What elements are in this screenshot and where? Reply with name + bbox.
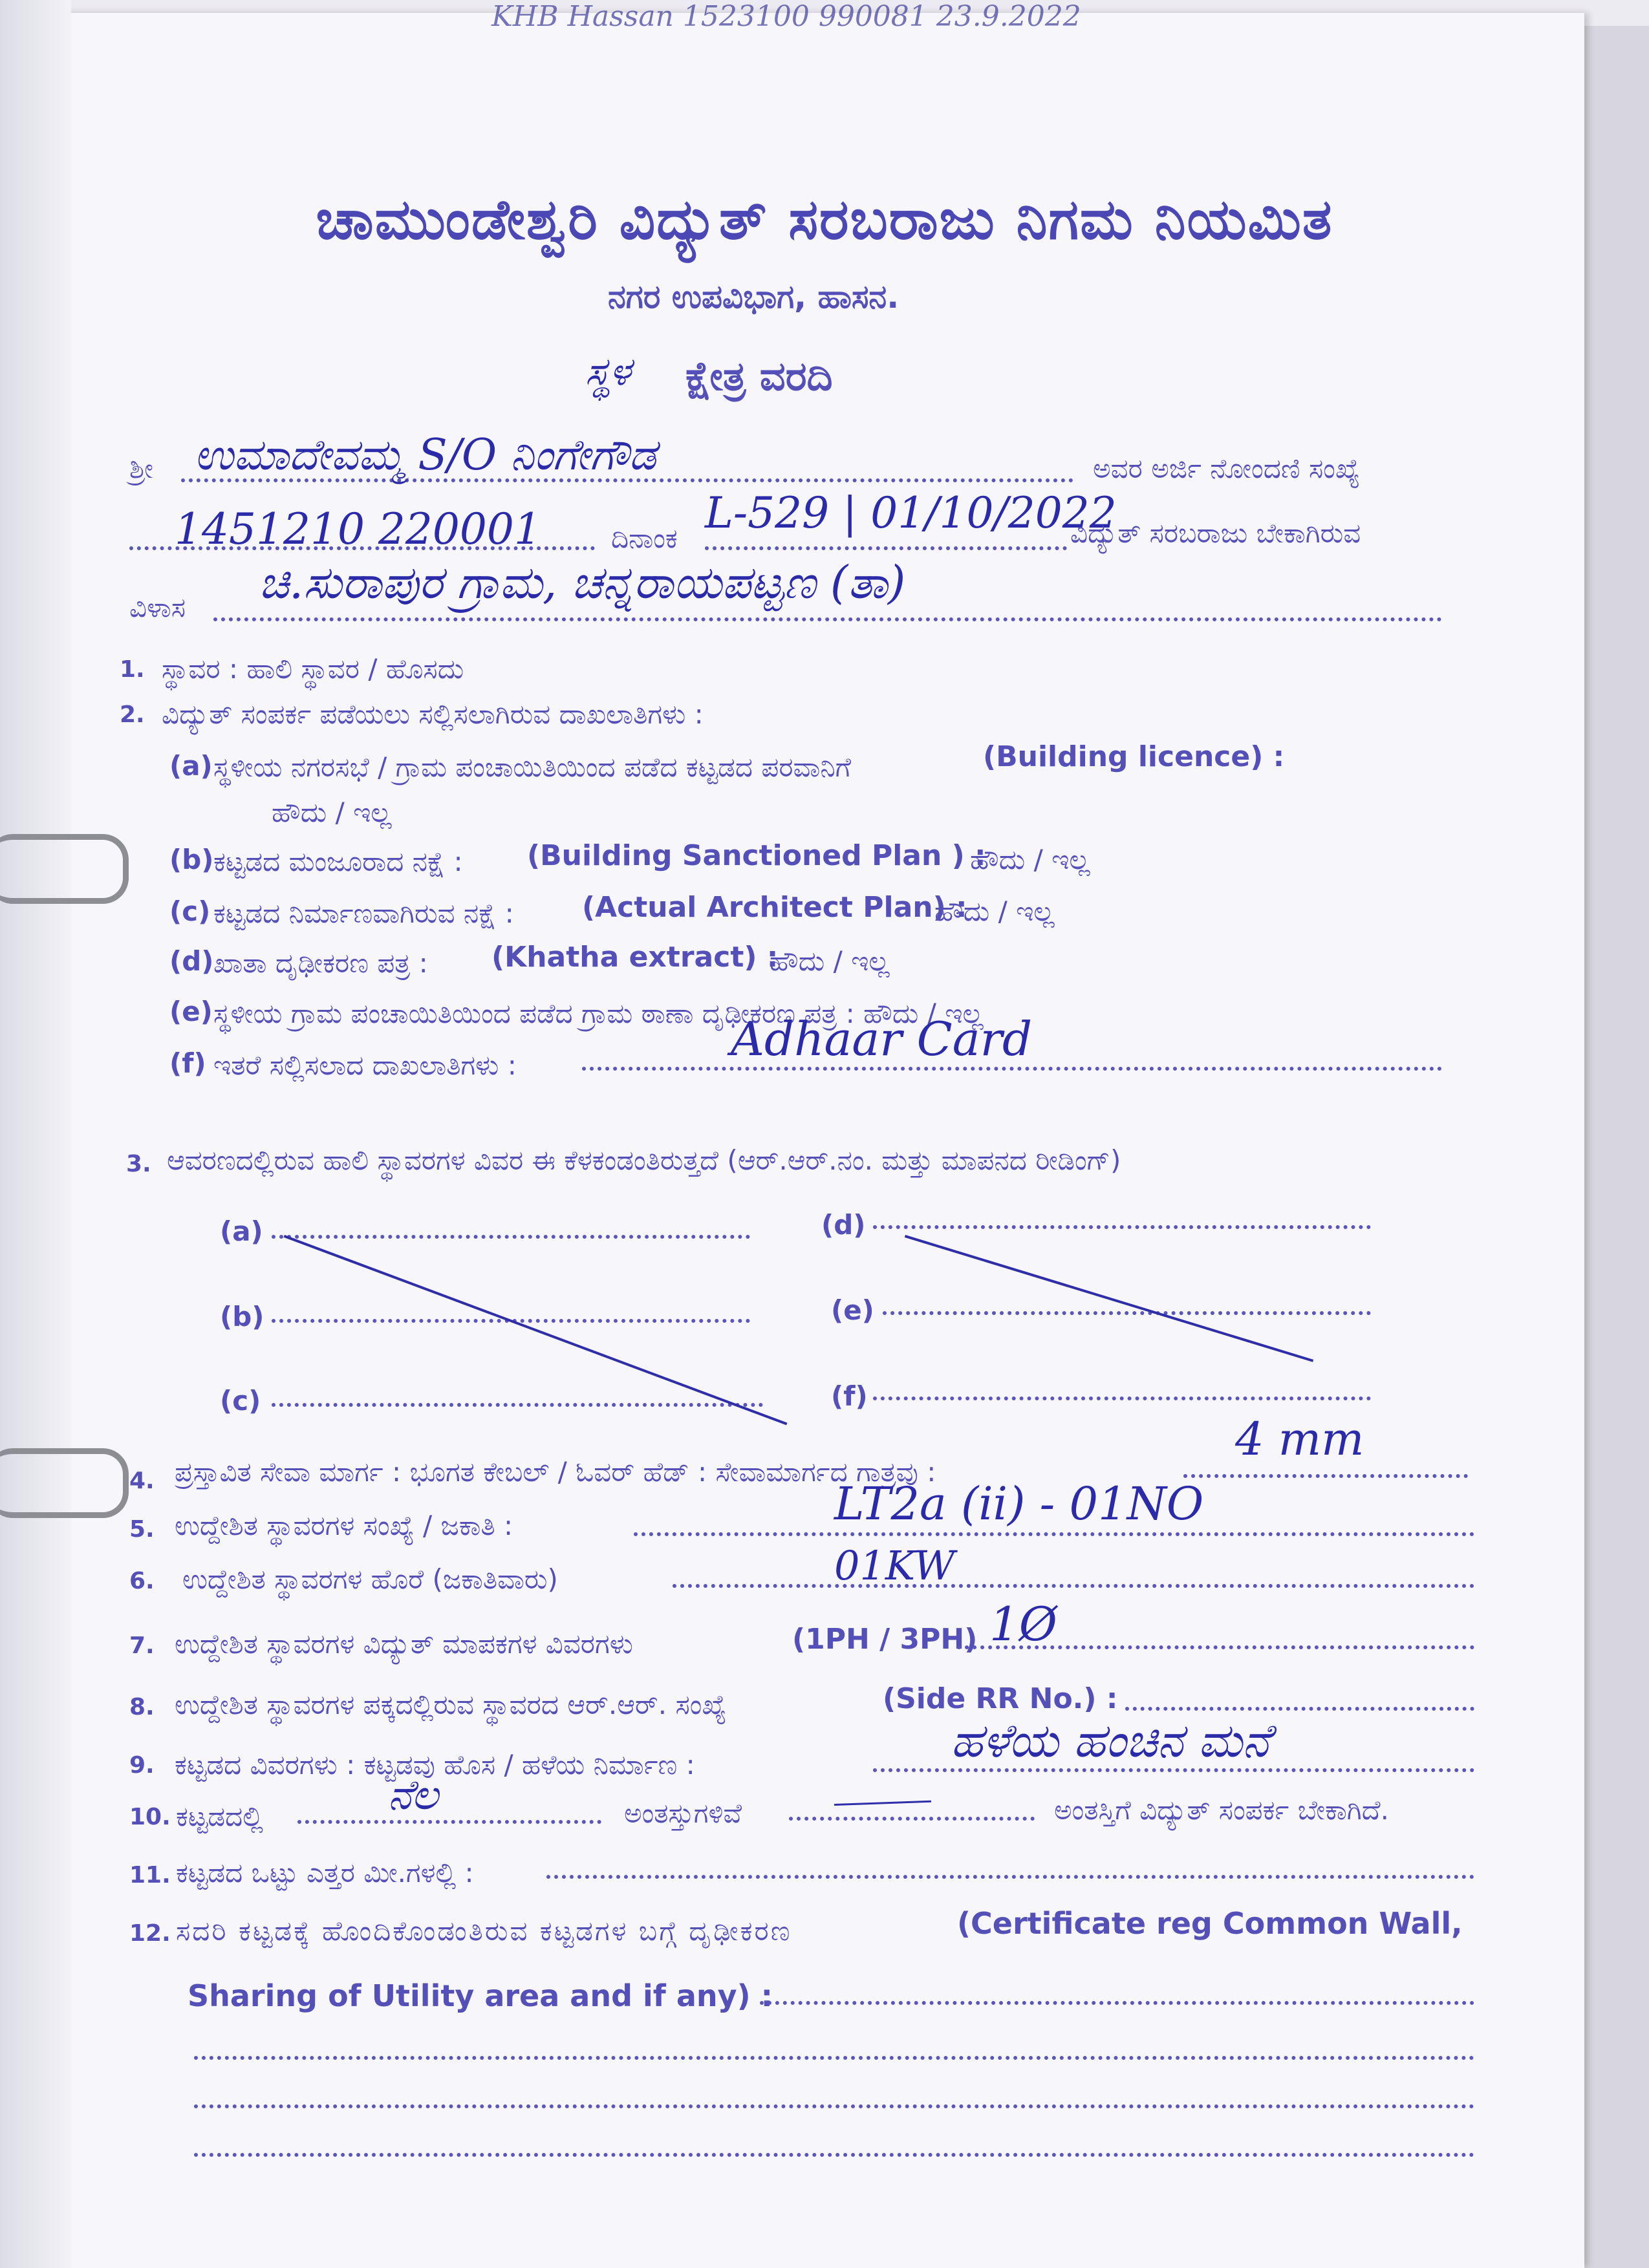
item-3b-label: (b) [220, 1301, 264, 1332]
item-12-line-1 [760, 2001, 1474, 2005]
item-10-line-a [297, 1820, 601, 1824]
item-12-line-3 [194, 2104, 1474, 2108]
item-2f-value: Adhaar Card [731, 1012, 1033, 1066]
reg-label: ಅವರ ಅರ್ಜಿ ನೋಂದಣಿ ಸಂಖ್ಯೆ [1093, 453, 1360, 484]
subdivision: ನಗರ ಉಪವಿಭಾಗ, ಹಾಸನ. [608, 278, 900, 316]
item-3c-label: (c) [220, 1385, 261, 1417]
item-2a-options: ಹೌದು / ಇಲ್ಲ [272, 797, 392, 828]
item-5-text: ಉದ್ದೇಶಿತ ಸ್ಥಾವರಗಳ ಸಂಖ್ಯೆ / ಜಕಾತಿ : [175, 1510, 513, 1541]
item-7-value: 1Ø [989, 1597, 1057, 1651]
item-12-english-b: Sharing of Utility area and if any) : [188, 1978, 773, 2013]
item-2c-english: (Actual Architect Plan) : [582, 891, 967, 924]
address-label: ವಿಳಾಸ [129, 592, 186, 623]
reg-line [129, 546, 595, 550]
item-2c-label: (c) [169, 895, 211, 927]
item-2b-options: ಹೌದು / ಇಲ್ಲ [970, 844, 1090, 875]
item-3-number: 3. [126, 1151, 151, 1177]
supply-label: ವಿದ್ಯುತ್ ಸರಬರಾಜು ಬೇಕಾಗಿರುವ [1070, 517, 1361, 549]
item-8-number: 8. [129, 1694, 155, 1720]
item-2f-line [582, 1067, 1442, 1071]
item-9-value: ಹಳೆಯ ಹಂಚಿನ ಮನೆ [951, 1713, 1271, 1768]
item-10-value: ನೆಲ [388, 1771, 438, 1819]
item-1-text: ಸ್ಥಾವರ : ಹಾಲಿ ಸ್ಥಾವರ / ಹೊಸದು [162, 653, 464, 685]
item-8-text: ಉದ್ದೇಶಿತ ಸ್ಥಾವರಗಳ ಪಕ್ಕದಲ್ಲಿರುವ ಸ್ಥಾವರದ ಆರ್.ಆರ್. ಸಂಖ್ಯೆ [175, 1689, 727, 1720]
item-3d-label: (d) [821, 1209, 866, 1241]
item-3e-label: (e) [831, 1294, 874, 1326]
item-12-line-4 [194, 2153, 1474, 2157]
item-2e-label: (e) [169, 996, 213, 1027]
item-3e-line [883, 1311, 1371, 1315]
item-2-number: 2. [120, 701, 145, 728]
item-2c-text: ಕಟ್ಟಡದ ನಿರ್ಮಾಣವಾಗಿರುವ ನಕ್ಷೆ : [213, 897, 514, 929]
item-5-line [634, 1532, 1474, 1536]
item-12-number: 12. [129, 1920, 171, 1947]
item-2a-english: (Building licence) : [983, 740, 1285, 773]
item-2d-text: ಖಾತಾ ದೃಢೀಕರಣ ಪತ್ರ : [213, 947, 428, 979]
address-value: ಚಿ.ಸುರಾಪುರ ಗ್ರಾಮ, ಚನ್ನರಾಯಪಟ್ಟಣ (ತಾ) [259, 556, 906, 609]
item-10-line-b [789, 1817, 1035, 1821]
item-4-number: 4. [129, 1468, 155, 1494]
item-2a-text: ಸ್ಥಳೀಯ ನಗರಸಭೆ / ಗ್ರಾಮ ಪಂಚಾಯಿತಿಯಿಂದ ಪಡೆದ ಕಟ್ಟಡದ ಪರವಾನಿಗೆ [213, 751, 852, 783]
item-9-text: ಕಟ್ಟಡದ ವಿವರಗಳು : ಕಟ್ಟಡವು ಹೊಸ / ಹಳೆಯ ನಿರ್ಮಾಣ : [175, 1749, 695, 1781]
item-7-number: 7. [129, 1632, 155, 1659]
applicant-name: ಉಮಾದೇವಮ್ಮ S/O ನಿಂಗೇಗೌಡ [194, 430, 656, 480]
item-10-text-a: ಕಟ್ಟಡದಲ್ಲಿ [176, 1801, 263, 1832]
item-2c-options: ಹೌದು / ಇಲ್ಲ [934, 895, 1055, 927]
item-2e-text: ಸ್ಥಳೀಯ ಗ್ರಾಮ ಪಂಚಾಯಿತಿಯಿಂದ ಪಡೆದ ಗ್ರಾಮ ಠಾಣಾ ದೃಢೀಕರಣ ಪತ್ರ : ಹೌದು / ಇಲ್ಲ [213, 998, 984, 1029]
item-2b-english: (Building Sanctioned Plan ) : [527, 839, 986, 872]
item-8-line [1125, 1707, 1474, 1711]
item-4-line [1183, 1474, 1468, 1478]
item-11-line [546, 1875, 1474, 1879]
report-title: ಕ್ಷೇತ್ರ ವರದಿ [685, 352, 833, 400]
shri-prefix: ಶ್ರೀ [129, 453, 153, 484]
item-2d-english: (Khatha extract) : [491, 941, 779, 974]
item-2f-text: ಇತರೆ ಸಲ್ಲಿಸಲಾದ ದಾಖಲಾತಿಗಳು : [213, 1049, 517, 1081]
item-3f-line [873, 1396, 1371, 1400]
item-5-value: LT2a (ii) - 01NO [834, 1477, 1204, 1530]
registration-number: 1451210 220001 [175, 504, 541, 554]
application-date: L-529 | 01/10/2022 [705, 488, 1117, 538]
item-10-number: 10. [129, 1804, 171, 1830]
item-3f-label: (f) [831, 1380, 868, 1412]
date-label: ದಿನಾಂಕ [611, 522, 678, 554]
item-4-text: ಪ್ರಸ್ತಾವಿತ ಸೇವಾ ಮಾರ್ಗ : ಭೂಗತ ಕೇಬಲ್ / ಓವರ್ ಹೆಡ್ : ಸೇವಾಮಾರ್ಗದ ಗಾತ್ರವು : [175, 1456, 936, 1488]
item-6-number: 6. [129, 1568, 155, 1594]
item-2a-label: (a) [169, 750, 213, 782]
org-name: ಚಾಮುಂಡೇಶ್ವರಿ ವಿದ್ಯುತ್ ಸರಬರಾಜು ನಿಗಮ ನಿಯಮಿತ [316, 187, 1333, 252]
item-8-english: (Side RR No.) : [883, 1682, 1118, 1715]
strike-line-left [284, 1235, 788, 1425]
item-3-text: ಆವರಣದಲ್ಲಿರುವ ಹಾಲಿ ಸ್ಥಾವರಗಳ ವಿವರ ಈ ಕೆಳಕಂಡಂತಿರುತ್ತದೆ (ಆರ್.ಆರ್.ನಂ. ಮತ್ತು ಮಾಪನದ ರೀಡಿಂಗ್) [167, 1144, 1121, 1176]
item-11-number: 11. [129, 1862, 171, 1888]
item-2d-label: (d) [169, 945, 214, 977]
item-12-text: ಸದರಿ ಕಟ್ಟಡಕ್ಕೆ ಹೊಂದಿಕೊಂಡಂತಿರುವ ಕಟ್ಟಡಗಳ ಬಗ್ಗೆ ದೃಢೀಕರಣ [176, 1915, 792, 1947]
item-2-text: ವಿದ್ಯುತ್ ಸಂಪರ್ಕ ಪಡೆಯಲು ಸಲ್ಲಿಸಲಾಗಿರುವ ದಾಖಲಾತಿಗಳು : [162, 698, 704, 730]
item-5-number: 5. [129, 1516, 155, 1543]
item-3a-label: (a) [220, 1215, 263, 1247]
item-6-value: 01KW [834, 1542, 955, 1589]
item-12-english-a: (Certificate reg Common Wall, [957, 1906, 1463, 1941]
address-line [213, 617, 1442, 621]
item-3c-line [272, 1403, 763, 1407]
item-10-text-b: ಅಂತಸ್ತುಗಳಿವೆ [624, 1797, 742, 1829]
item-2b-label: (b) [169, 844, 214, 875]
item-10-text-c: ಅಂತಸ್ತಿಗೆ ವಿದ್ಯುತ್ ಸಂಪರ್ಕ ಬೇಕಾಗಿದೆ. [1054, 1794, 1389, 1826]
item-3d-line [873, 1225, 1371, 1229]
strike-line-right [905, 1235, 1313, 1362]
item-2f-label: (f) [169, 1047, 206, 1079]
top-handwritten-note: KHB Hassan 1523100 990081 23.9.2022 [491, 0, 1081, 33]
item-3a-line [272, 1235, 750, 1239]
item-11-text: ಕಟ್ಟಡದ ಒಟ್ಟು ಎತ್ತರ ಮೀ.ಗಳಲ್ಲಿ : [176, 1857, 474, 1888]
item-1-number: 1. [120, 656, 145, 683]
item-12-line-2 [194, 2056, 1474, 2060]
item-7-text: ಉದ್ದೇಶಿತ ಸ್ಥಾವರಗಳ ವಿದ್ಯುತ್ ಮಾಪಕಗಳ ವಿವರಗಳು [175, 1628, 633, 1660]
item-10-dash [834, 1801, 931, 1806]
item-2b-text: ಕಟ್ಟಡದ ಮಂಜೂರಾದ ನಕ್ಷೆ : [213, 846, 463, 877]
item-4-value: 4 mm [1235, 1413, 1364, 1466]
item-6-line [673, 1584, 1474, 1588]
report-title-hw-prefix: ಸ್ಥಳ [585, 349, 631, 394]
date-line [705, 546, 1067, 550]
item-7-english: (1PH / 3PH) [792, 1623, 978, 1656]
item-2d-options: ಹೌದು / ಇಲ್ಲ [770, 945, 890, 977]
item-6-text: ಉದ್ದೇಶಿತ ಸ್ಥಾವರಗಳ ಹೊರೆ (ಜಕಾತಿವಾರು) [182, 1563, 558, 1595]
item-9-number: 9. [129, 1752, 155, 1779]
